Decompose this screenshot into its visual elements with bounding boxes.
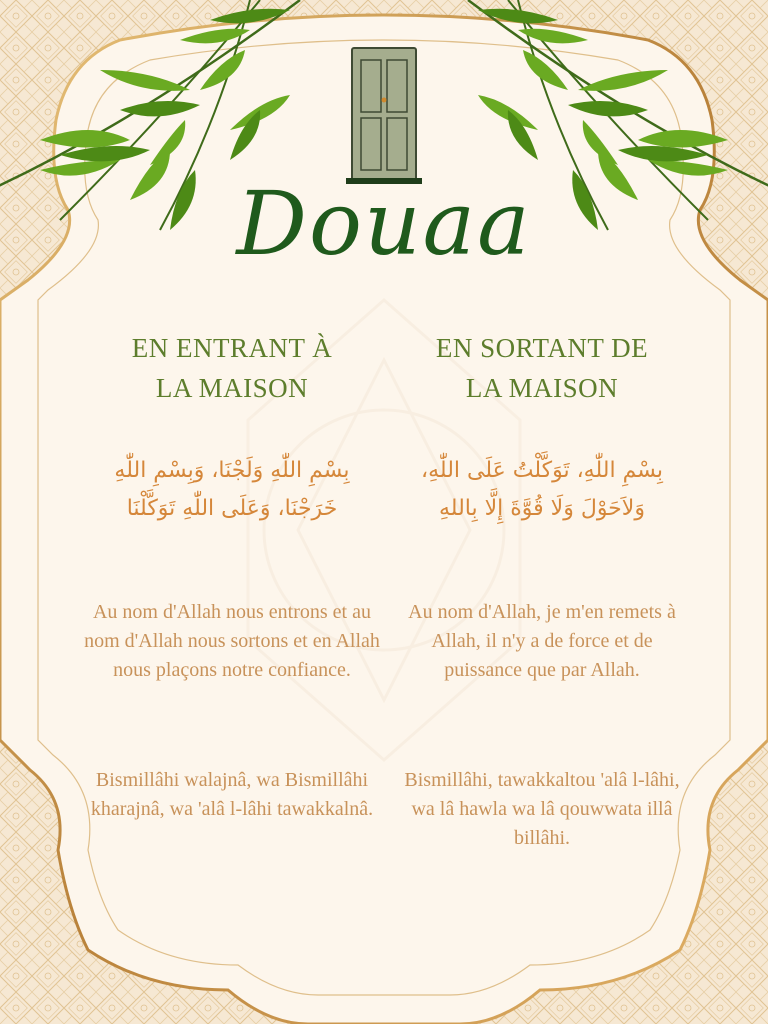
arabic-text-entering: بِسْمِ اللّٰهِ وَلَجْنَا، وَبِسْمِ اللّٰهِ خَرَجْنَا، وَعَلَى اللّٰهِ تَوَكَّلْنَا <box>114 458 350 521</box>
heading-line-1: EN ENTRANT À <box>131 333 333 363</box>
door-icon <box>346 48 422 184</box>
translation-entering: Au nom d'Allah nous entrons et au nom d'Allah nous sortons et en Allah nous plaçons notre confiance. <box>84 601 380 681</box>
heading-leaving <box>392 328 692 408</box>
heading-line-1: EN SORTANT DE <box>435 333 649 363</box>
transliteration-leaving: Bismillâhi, tawakkaltou 'alâ l-lâhi, wa lâ hawla wa lâ qouwwata illâ billâhi. <box>404 769 680 849</box>
heading-entering <box>82 328 382 408</box>
translation-leaving: Au nom d'Allah, je m'en remets à Allah, il n'y a de force et de puissance que par Allah. <box>408 601 676 681</box>
heading-line-2: LA MAISON <box>155 373 309 403</box>
arabic-text-leaving: بِسْمِ اللّٰهِ، تَوَكَّلْتُ عَلَى اللّٰهِ، وَلاَحَوْلَ وَلَا قُوَّةَ إِلَّا بِاللهِ <box>421 458 663 521</box>
transliteration-entering: Bismillâhi walajnâ, wa Bismillâhi kharajnâ, wa 'alâ l-lâhi tawakkalnâ. <box>90 769 374 820</box>
heading-line-2: LA MAISON <box>465 373 619 403</box>
page-title: Douaa <box>236 172 532 275</box>
